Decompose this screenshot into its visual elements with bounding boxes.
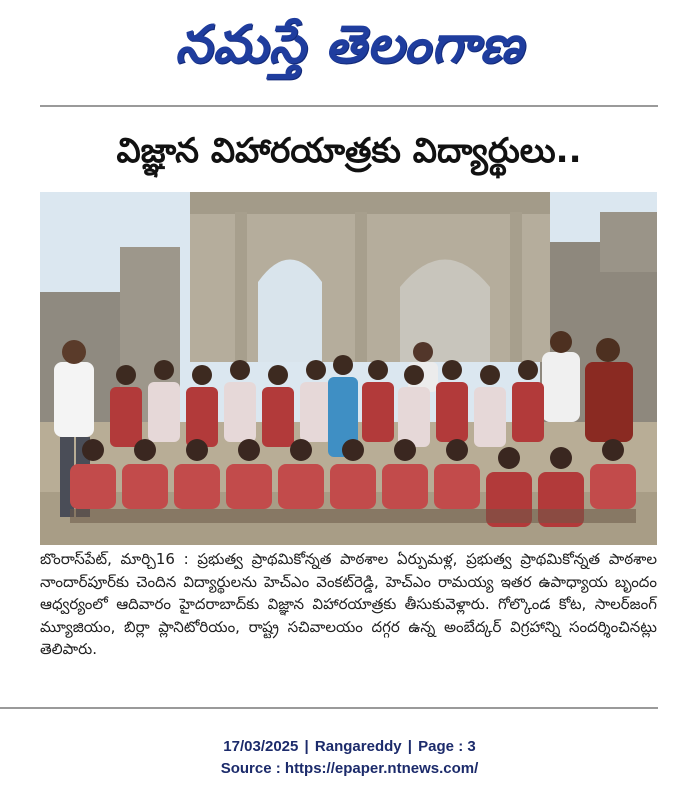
top-divider bbox=[40, 105, 658, 107]
footer-edition: Rangareddy bbox=[314, 738, 402, 755]
bottom-divider bbox=[0, 707, 658, 709]
footer-date: 17/03/2025 bbox=[223, 738, 299, 755]
article-body: బొంరాస్‌పేట్, మార్చి16 : ప్రభుత్వ ప్రాథమికోన్నత పాఠశాల ఏర్పుమళ్ల, ప్రభుత్వ ప్రాథమికోన్నత పాఠశాల నాందార్‌పూర్‌కు చెందిన విద్యార్థులను హెచ్‌ఎం వెంకట్‌రెడ్డి, హెచ్‌ఎం రామయ్య ఇతర ఉపాధ్యాయ బృందం ఆధ్వర్యంలో ఆదివారం హైదరాబాద్‌కు విజ్ఞాన విహారయాత్రకు తీసుకువెళ్లారు. గోల్కొండ కోట, సాలర్‌జంగ్ మ్యూజియం, బిర్లా ప్లానిటోరియం, రాష్ట్ర సచివాలయం దగ్గర ఉన్న అంబేద్కర్ విగ్రహాన్ని సందర్శించినట్లు తెలిపారు. bbox=[40, 550, 657, 658]
footer-separator: | bbox=[407, 738, 412, 755]
footer-separator: | bbox=[304, 738, 309, 755]
footer-source: Source : https://epaper.ntnews.com/ bbox=[220, 760, 479, 777]
footer-page: Page : 3 bbox=[418, 738, 476, 755]
footer bbox=[0, 736, 699, 780]
masthead-title: నమస్తే తెలంగాణ bbox=[175, 15, 524, 75]
footer-meta bbox=[0, 736, 699, 758]
group-photo bbox=[40, 192, 657, 545]
article-headline: విజ్ఞాన విహారయాత్రకు విద్యార్థులు.. bbox=[116, 131, 582, 171]
